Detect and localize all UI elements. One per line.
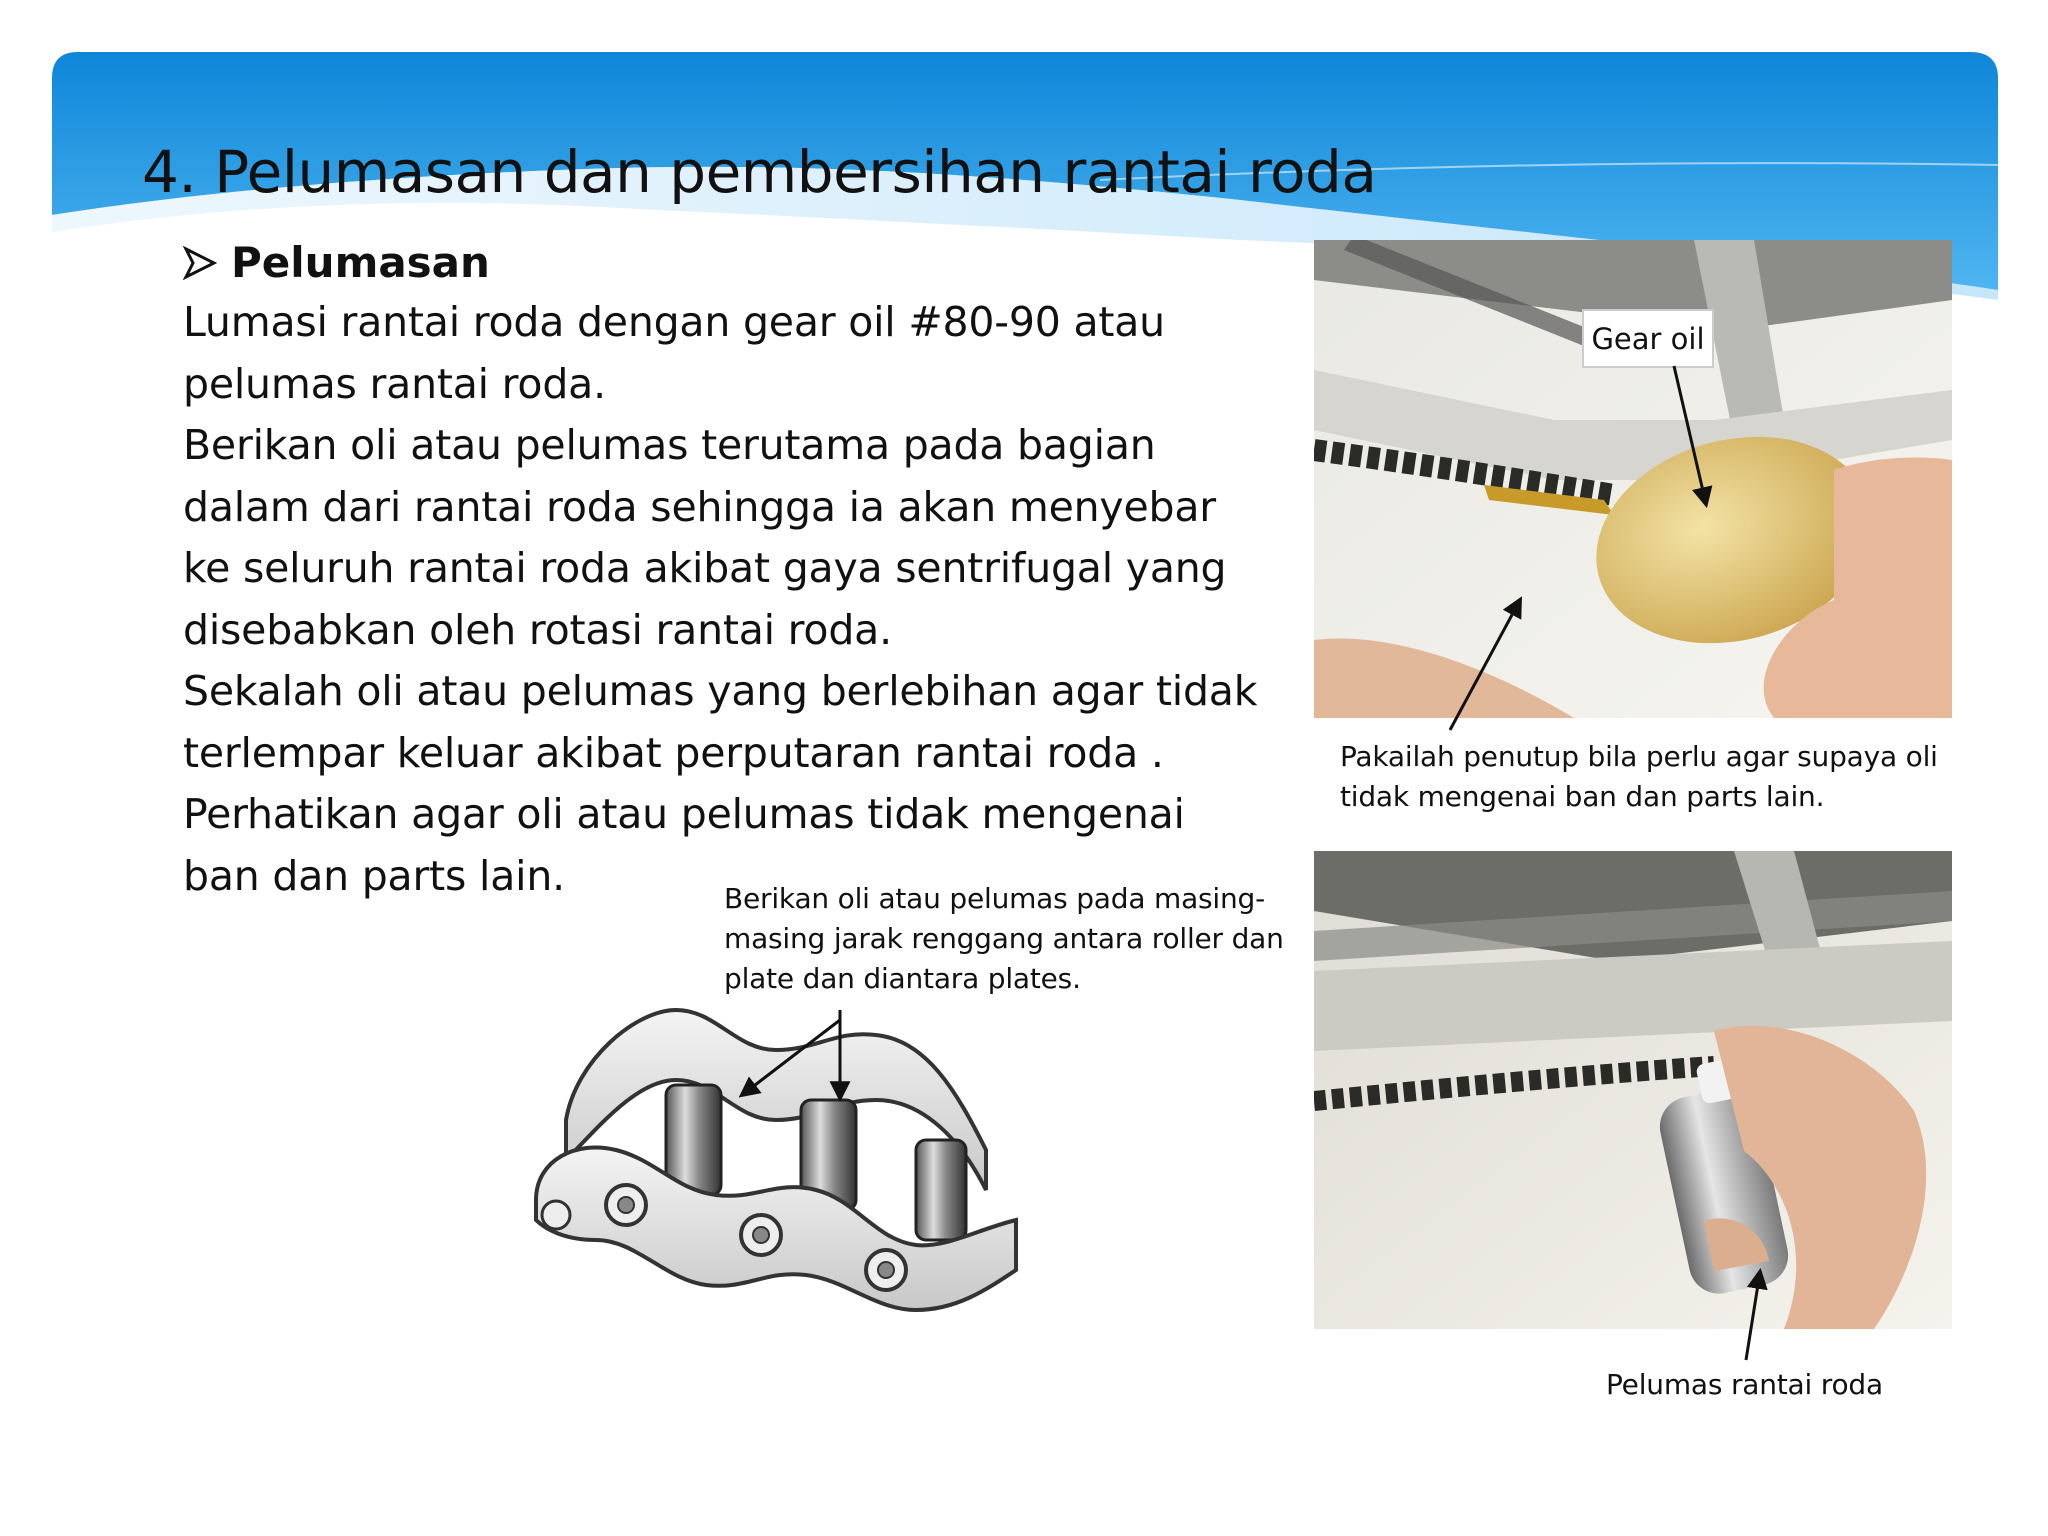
- arrow-bullet-icon: [183, 246, 217, 280]
- cover-caption: Pakailah penutup bila perlu agar supaya oli tidak mengenai ban dan parts lain.: [1340, 740, 1938, 813]
- chain-caption: Berikan oli atau pelumas pada masing-masing jarak renggang antara roller dan plate dan diantara plates.: [724, 882, 1284, 995]
- paragraph: Sekalah oli atau pelumas yang berlebihan agar tidak terlempar keluar akibat perputaran rantai roda .: [183, 667, 1258, 777]
- section-heading: [183, 238, 490, 287]
- paragraph: Berikan oli atau pelumas terutama pada bagian dalam dari rantai roda sehingga ia akan menyebar ke seluruh rantai roda akibat gaya sentrifugal yang disebabkan oleh rotasi rantai roda.: [183, 421, 1227, 654]
- gear-oil-label: Gear oil: [1582, 309, 1714, 368]
- chain-spray-photo: [1314, 851, 1952, 1329]
- spray-caption: Pelumas rantai roda: [1606, 1368, 1883, 1401]
- paragraph: Perhatikan agar oli atau pelumas tidak mengenai ban dan parts lain.: [183, 790, 1185, 900]
- section-heading-label: Pelumasan: [231, 238, 490, 287]
- paragraph: Lumasi rantai roda dengan gear oil #80-90 atau pelumas rantai roda.: [183, 298, 1165, 408]
- page-title: 4. Pelumasan dan pembersihan rantai roda: [142, 138, 1377, 206]
- roller-chain-illustration: [516, 990, 1046, 1345]
- body-text: [183, 292, 1273, 907]
